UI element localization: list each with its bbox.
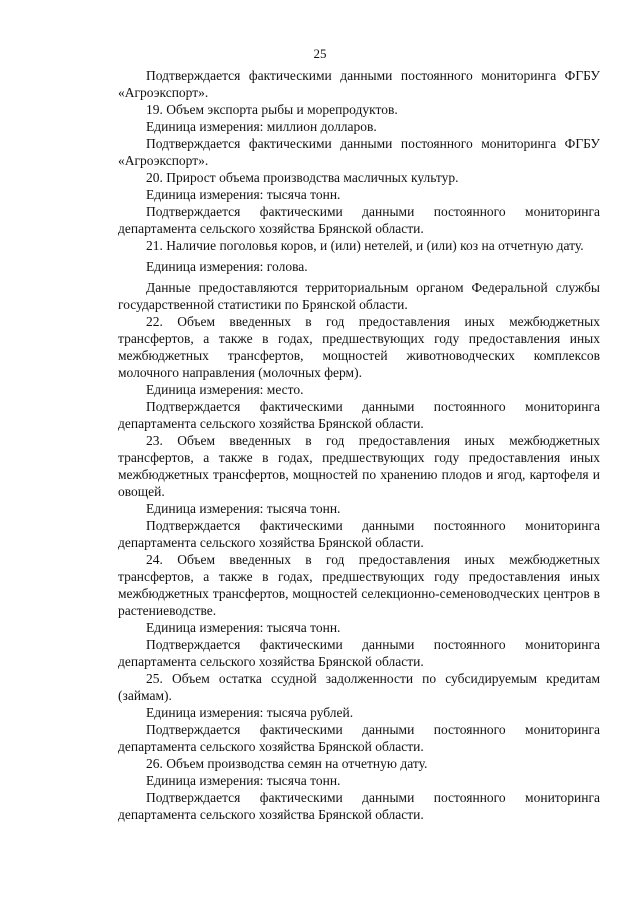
paragraph-item-25-title: 25. Объем остатка ссудной задолженности по субсидируемым кредитам (займам). (118, 671, 600, 703)
paragraph-item-25-unit: Единица измерения: тысяча рублей. (146, 705, 354, 720)
paragraph-item-20-unit: Единица измерения: тысяча тонн. (146, 187, 341, 202)
paragraph-item-24-unit: Единица измерения: тысяча тонн. (146, 620, 341, 635)
paragraph-item-21-title: 21. Наличие поголовья коров, и (или) нетелей, и (или) коз на отчетную дату. (146, 238, 584, 253)
paragraph-item-24-source: Подтверждается фактическими данными постоянного мониторинга департамента сельского хозяйства Брянской области. (118, 637, 600, 669)
page-number: 25 (313, 46, 327, 61)
paragraph-item-22-source: Подтверждается фактическими данными постоянного мониторинга департамента сельского хозяйства Брянской области. (118, 399, 600, 431)
paragraph-item-25-source: Подтверждается фактическими данными постоянного мониторинга департамента сельского хозяйства Брянской области. (118, 722, 600, 754)
paragraph-item-23-title: 23. Объем введенных в год предоставления иных межбюджетных трансфертов, а также в годах, предшествующих году предоставления иных межбюджетных трансфертов, мощностей по хранению плодов и ягод, картофеля и овощей. (118, 433, 600, 499)
paragraph-item-26-source: Подтверждается фактическими данными постоянного мониторинга департамента сельского хозяйства Брянской области. (118, 790, 600, 822)
document-body (118, 67, 600, 823)
paragraph-item-21-unit: Единица измерения: голова. (146, 259, 308, 274)
paragraph-item-22-title: 22. Объем введенных в год предоставления иных межбюджетных трансфертов, а также в годах, предшествующих году предоставления иных межбюджетных трансфертов, мощностей животноводческих комплексов молочного направления (молочных ферм). (118, 314, 600, 380)
paragraph-item-24-title: 24. Объем введенных в год предоставления иных межбюджетных трансфертов, а также в годах, предшествующих году предоставления иных межбюджетных трансфертов, мощностей селекционно-семеноводческих центров в растениеводстве. (118, 552, 600, 618)
paragraph-item-19-source: Подтверждается фактическими данными постоянного мониторинга ФГБУ «Агроэкспорт». (118, 136, 600, 168)
paragraph-item-21-source: Данные предоставляются территориальным органом Федеральной службы государственной статистики по Брянской области. (118, 280, 600, 312)
paragraph-confirmation-agroexport-1: Подтверждается фактическими данными постоянного мониторинга ФГБУ «Агроэкспорт». (118, 68, 600, 100)
paragraph-item-26-unit: Единица измерения: тысяча тонн. (146, 773, 341, 788)
paragraph-item-19-unit: Единица измерения: миллион долларов. (146, 119, 377, 134)
paragraph-item-20-source: Подтверждается фактическими данными постоянного мониторинга департамента сельского хозяйства Брянской области. (118, 204, 600, 236)
paragraph-item-23-unit: Единица измерения: тысяча тонн. (146, 501, 341, 516)
paragraph-item-23-source: Подтверждается фактическими данными постоянного мониторинга департамента сельского хозяйства Брянской области. (118, 518, 600, 550)
paragraph-item-26-title: 26. Объем производства семян на отчетную дату. (146, 756, 428, 771)
paragraph-item-19-title: 19. Объем экспорта рыбы и морепродуктов. (146, 102, 398, 117)
paragraph-item-20-title: 20. Прирост объема производства масличных культур. (146, 170, 459, 185)
paragraph-item-22-unit: Единица измерения: место. (146, 382, 304, 397)
